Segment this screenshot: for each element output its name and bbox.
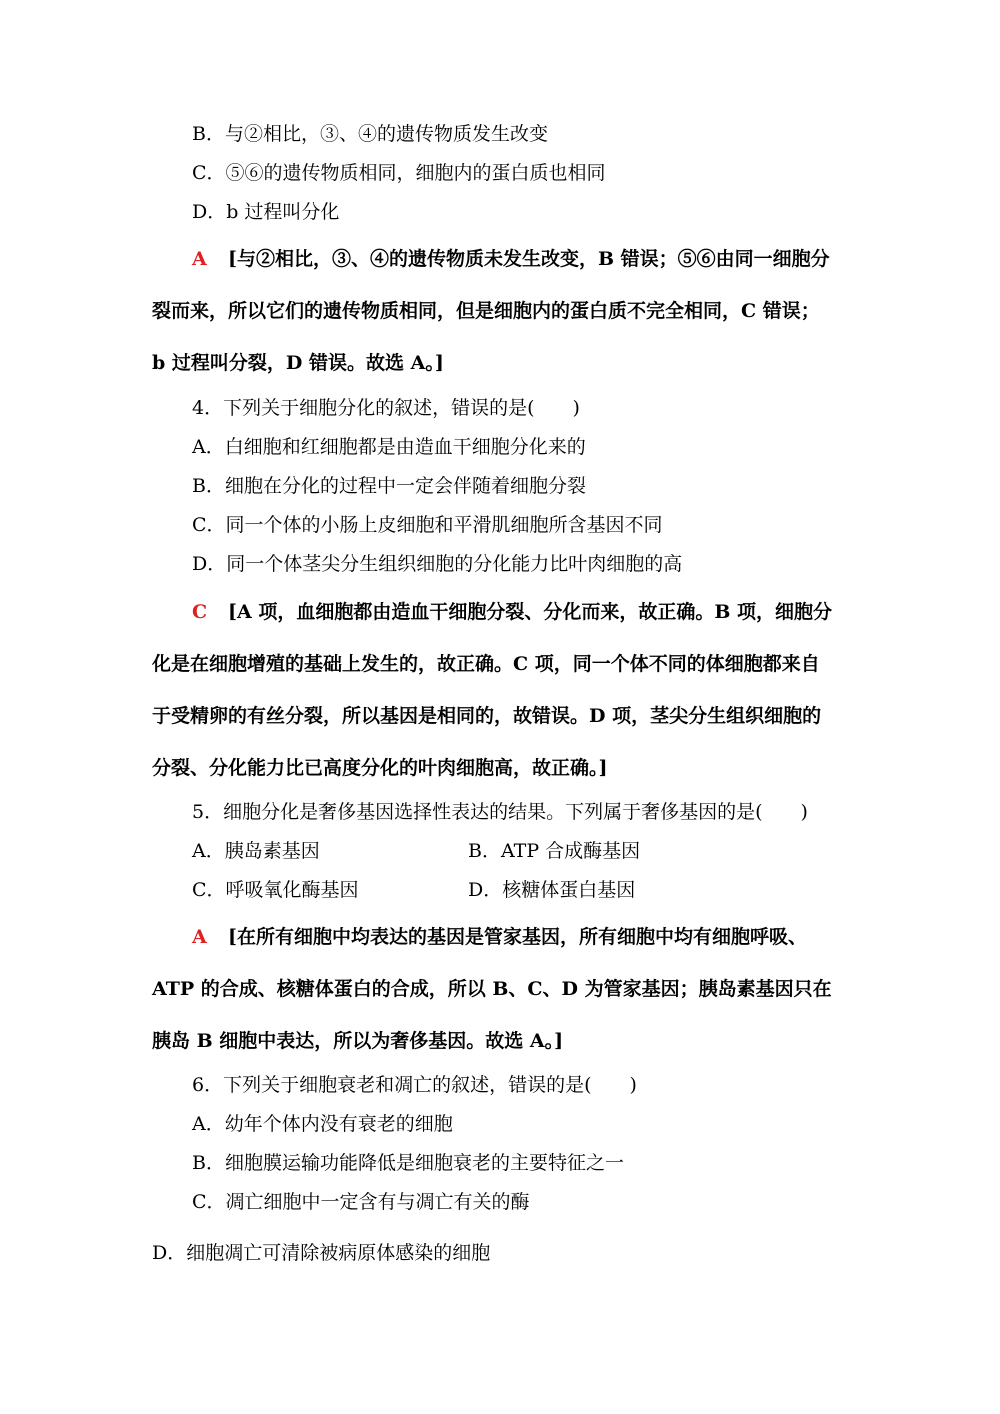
- q3-answer-text: [与②相比，③、④的遗传物质未发生改变，B 错误；⑤⑥由同一细胞分: [228, 248, 830, 270]
- q3-answer-line-2: 裂而来，所以它们的遗传物质相同，但是细胞内的蛋白质不完全相同，C 错误；: [152, 300, 820, 322]
- q3-option-b: B．与②相比，③、④的遗传物质发生改变: [192, 123, 548, 145]
- q3-option-d: D．b 过程叫分化: [192, 201, 340, 223]
- q4-answer-key: C: [192, 601, 208, 623]
- q4-option-a: A．白细胞和红细胞都是由造血干细胞分化来的: [192, 436, 586, 458]
- q5-option-a: A．胰岛素基因: [192, 840, 320, 862]
- q5-option-c: C．呼吸氧化酶基因: [192, 879, 359, 901]
- q4-answer-line-2: 化是在细胞增殖的基础上发生的，故正确。C 项，同一个体不同的体细胞都来自: [152, 653, 820, 675]
- q6-stem: 6．下列关于细胞衰老和凋亡的叙述，错误的是( ): [192, 1074, 637, 1096]
- q4-option-c: C．同一个体的小肠上皮细胞和平滑肌细胞所含基因不同: [192, 514, 663, 536]
- q3-option-c: C．⑤⑥的遗传物质相同，细胞内的蛋白质也相同: [192, 162, 606, 184]
- q6-option-d: D．细胞凋亡可清除被病原体感染的细胞: [152, 1242, 491, 1264]
- q6-option-b: B．细胞膜运输功能降低是细胞衰老的主要特征之一: [192, 1152, 624, 1174]
- q6-option-a: A．幼年个体内没有衰老的细胞: [192, 1113, 453, 1135]
- q5-answer-text: [在所有细胞中均表达的基因是管家基因，所有细胞中均有细胞呼吸、: [228, 926, 807, 948]
- q3-answer-line-1: [152, 244, 852, 271]
- q4-answer-line-4: 分裂、分化能力比已高度分化的叶肉细胞高，故正确。]: [152, 757, 608, 779]
- q3-answer-line-3: b 过程叫分裂，D 错误。故选 A。]: [152, 352, 444, 374]
- q5-stem: 5．细胞分化是奢侈基因选择性表达的结果。下列属于奢侈基因的是( ): [192, 801, 808, 823]
- q4-answer-line-1: [152, 597, 852, 624]
- q5-option-d: D．核糖体蛋白基因: [468, 879, 636, 901]
- q5-answer-line-1: [152, 922, 852, 949]
- q5-answer-key: A: [192, 926, 207, 948]
- q4-option-b: B．细胞在分化的过程中一定会伴随着细胞分裂: [192, 475, 586, 497]
- q5-answer-line-3: 胰岛 B 细胞中表达，所以为奢侈基因。故选 A。]: [152, 1030, 564, 1052]
- q4-option-d: D．同一个体茎尖分生组织细胞的分化能力比叶肉细胞的高: [192, 553, 683, 575]
- q3-answer-key: A: [192, 248, 207, 270]
- q4-answer-text: [A 项，血细胞都由造血干细胞分裂、分化而来，故正确。B 项，细胞分: [228, 601, 833, 623]
- q6-option-c: C．凋亡细胞中一定含有与凋亡有关的酶: [192, 1191, 530, 1213]
- q4-stem: 4．下列关于细胞分化的叙述，错误的是( ): [192, 397, 580, 419]
- q5-option-b: B．ATP 合成酶基因: [468, 840, 641, 862]
- q4-answer-line-3: 于受精卵的有丝分裂，所以基因是相同的，故错误。D 项，茎尖分生组织细胞的: [152, 705, 822, 727]
- q5-answer-line-2: ATP 的合成、核糖体蛋白的合成，所以 B、C、D 为管家基因；胰岛素基因只在: [152, 978, 832, 1000]
